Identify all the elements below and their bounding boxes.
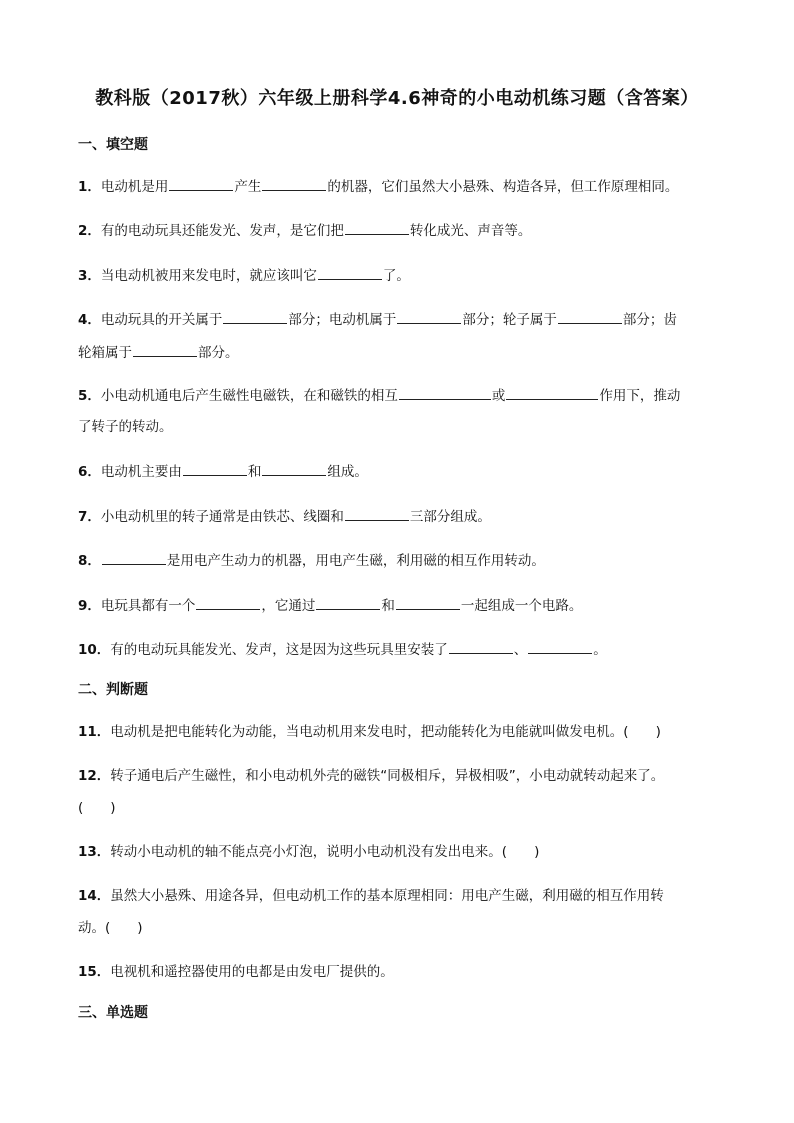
question-text: 转动小电动机的轴不能点亮小灯泡，说明小电动机没有发出电来。( ) [110,844,540,860]
question-number: 12． [78,768,111,784]
answer-blank [262,178,326,191]
question-text: 是用电产生动力的机器，用电产生磁，利用磁的相互作用转动。 [166,553,545,569]
question-8 [78,549,545,569]
question-text: 和 [247,464,262,480]
answer-blank [183,463,247,476]
question-4 [78,308,677,328]
question-text: ( ) [78,800,116,816]
question-text: 小电动机通电后产生磁性电磁铁，在和磁铁的相互 [100,388,398,404]
question-3 [78,264,410,284]
answer-blank [506,387,598,400]
question-text: 一起组成一个电路。 [460,598,583,614]
section-true-false: 二、判断题 [78,682,148,698]
question-text: 或 [491,388,506,404]
section-fill-in: 一、填空题 [78,137,148,153]
answer-blank [399,387,491,400]
answer-blank [396,597,460,610]
answer-blank [528,641,592,654]
question-text: 电玩具都有一个 [100,598,196,614]
question-text: 有的电动玩具能发光、发声，这是因为这些玩具里安装了 [110,642,448,658]
answer-blank [102,552,166,565]
question-number: 3． [78,268,101,284]
question-text: 电视机和遥控器使用的电都是由发电厂提供的。 [110,964,394,980]
question-number: 15． [78,964,111,980]
question-number: 10． [78,642,111,658]
answer-blank [262,463,326,476]
question-text: 有的电动玩具还能发光、发声，是它们把 [100,223,344,239]
question-number: 13． [78,844,111,860]
question-text: 电动玩具的开关属于 [100,312,223,328]
question-text: 电动机主要由 [100,464,182,480]
question-text: 三部分组成。 [409,509,491,525]
question-4-continued [78,341,239,361]
question-2 [78,219,531,239]
answer-blank [397,311,461,324]
answer-blank [316,597,380,610]
answer-blank [169,178,233,191]
question-text: 小电动机里的转子通常是由铁芯、线圈和 [100,509,344,525]
answer-blank [133,344,197,357]
question-12-continued [78,796,116,816]
question-number: 1． [78,179,101,195]
question-12 [78,764,664,784]
question-text: 组成。 [327,464,368,480]
answer-blank [345,508,409,521]
question-text: 部分；电动机属于 [288,312,397,328]
question-10 [78,638,607,658]
question-text: 部分；轮子属于 [462,312,557,328]
question-7 [78,505,491,525]
question-number: 4． [78,312,101,328]
question-number: 2． [78,223,101,239]
question-text: 部分；齿 [622,312,677,328]
question-text: 产生 [234,179,262,195]
question-6 [78,460,368,480]
question-11 [78,720,661,740]
answer-blank [223,311,287,324]
question-text: 、 [513,642,528,658]
question-number: 6． [78,464,101,480]
section-single-choice: 三、单选题 [78,1005,148,1021]
question-text: 了。 [382,268,410,284]
question-text: ，它通过 [261,598,316,614]
answer-blank [449,641,513,654]
question-number: 5． [78,388,101,404]
answer-blank [318,267,382,280]
question-text: 轮箱属于 [78,345,132,361]
question-1 [78,175,678,195]
question-14-continued [78,916,143,936]
question-5-continued [78,415,173,435]
question-number: 11． [78,724,111,740]
question-number: 9． [78,598,101,614]
question-text: 虽然大小悬殊、用途各异，但电动机工作的基本原理相同：用电产生磁，利用磁的相互作用转 [110,888,664,904]
question-text: 动。( ) [78,920,143,936]
question-text: 和 [381,598,395,614]
question-text: 。 [593,642,607,658]
answer-blank [345,222,409,235]
question-text: 电动机是把电能转化为动能，当电动机用来发电时，把动能转化为电能就叫做发电机。( ) [110,724,661,740]
question-text: 作用下，推动 [599,388,681,404]
question-text: 转子通电后产生磁性，和小电动机外壳的磁铁“同极相斥，异极相吸”，小电动就转动起来了。 [110,768,665,784]
question-number: 14． [78,888,111,904]
document-title: 教科版（2017秋）六年级上册科学4.6神奇的小电动机练习题（含答案） [95,88,699,109]
question-5 [78,384,680,404]
answer-blank [558,311,622,324]
question-text: 当电动机被用来发电时，就应该叫它 [100,268,317,284]
question-text: 部分。 [198,345,239,361]
question-15 [78,960,394,980]
question-14 [78,884,664,904]
question-number: 7． [78,509,101,525]
question-9 [78,594,582,614]
question-text: 的机器，它们虽然大小悬殊、构造各异，但工作原理相同。 [327,179,679,195]
question-text: 电动机是用 [100,179,169,195]
question-13 [78,840,539,860]
answer-blank [196,597,260,610]
question-number: 8． [78,553,101,569]
question-text: 转化成光、声音等。 [409,223,532,239]
question-text: 了转子的转动。 [78,419,173,435]
